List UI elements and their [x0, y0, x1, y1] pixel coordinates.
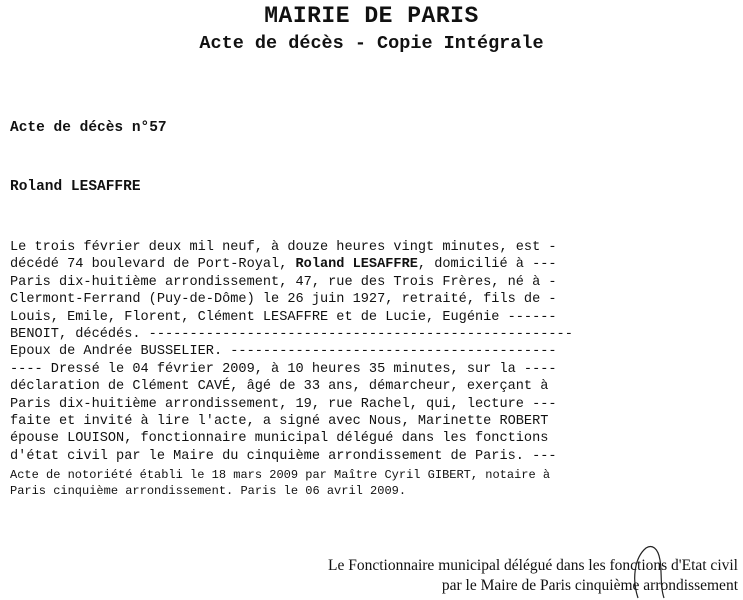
notoriety-note [10, 467, 740, 499]
body-line-segment: , domicilié à --- [417, 257, 557, 273]
body-line: d'état civil par le Maire du cinquième arrondissement de Paris. --- [10, 448, 557, 464]
body-line: épouse LOUISON, fonctionnaire municipal délégué dans les fonctions [10, 431, 549, 447]
body-line: Le trois février deux mil neuf, à douze heures vingt minutes, est - [10, 240, 557, 255]
notoriety-line: Paris cinquième arrondissement. Paris le 06 avril 2009. [10, 484, 407, 498]
deceased-name: Roland LESAFFRE [10, 179, 141, 195]
body-line: ---- Dressé le 04 février 2009, à 10 heures 35 minutes, sur la ---- [10, 361, 557, 377]
signature-block [328, 556, 738, 596]
document-subtitle: Acte de décès - Copie Intégrale [199, 33, 544, 54]
document-header [0, 2, 743, 56]
body-line: Clermont-Ferrand (Puy-de-Dôme) le 26 juin 1927, retraité, fils de - [10, 292, 557, 308]
body-line: BENOIT, décédés. ---------------------------------------------------- [10, 326, 573, 342]
body-line: Paris dix-huitième arrondissement, 19, rue Rachel, qui, lecture --- [10, 396, 557, 412]
body-line: Paris dix-huitième arrondissement, 47, rue des Trois Frères, né à - [10, 274, 557, 290]
act-body [10, 239, 740, 465]
signature-line: Le Fonctionnaire municipal délégué dans les fonctions d'Etat civil [328, 557, 738, 574]
deceased-name-inline: Roland LESAFFRE [295, 257, 418, 273]
body-line: Louis, Emile, Florent, Clément LESAFFRE et de Lucie, Eugénie ------ [10, 309, 557, 325]
body-line-segment: décédé 74 boulevard de Port-Royal, [10, 257, 296, 273]
act-number: Acte de décès n°57 [10, 120, 167, 136]
body-line: faite et invité à lire l'acte, a signé avec Nous, Marinette ROBERT [10, 413, 549, 429]
body-line [10, 256, 740, 273]
notoriety-line: Acte de notoriété établi le 18 mars 2009 par Maître Cyril GIBERT, notaire à [10, 468, 551, 482]
signature-line: par le Maire de Paris cinquième arrondissement [441, 577, 738, 594]
document-title: MAIRIE DE PARIS [264, 3, 479, 29]
body-line: déclaration de Clément CAVÉ, âgé de 33 ans, démarcheur, exerçant à [10, 379, 549, 395]
body-line: Epoux de Andrée BUSSELIER. ---------------------------------------- [10, 344, 557, 360]
